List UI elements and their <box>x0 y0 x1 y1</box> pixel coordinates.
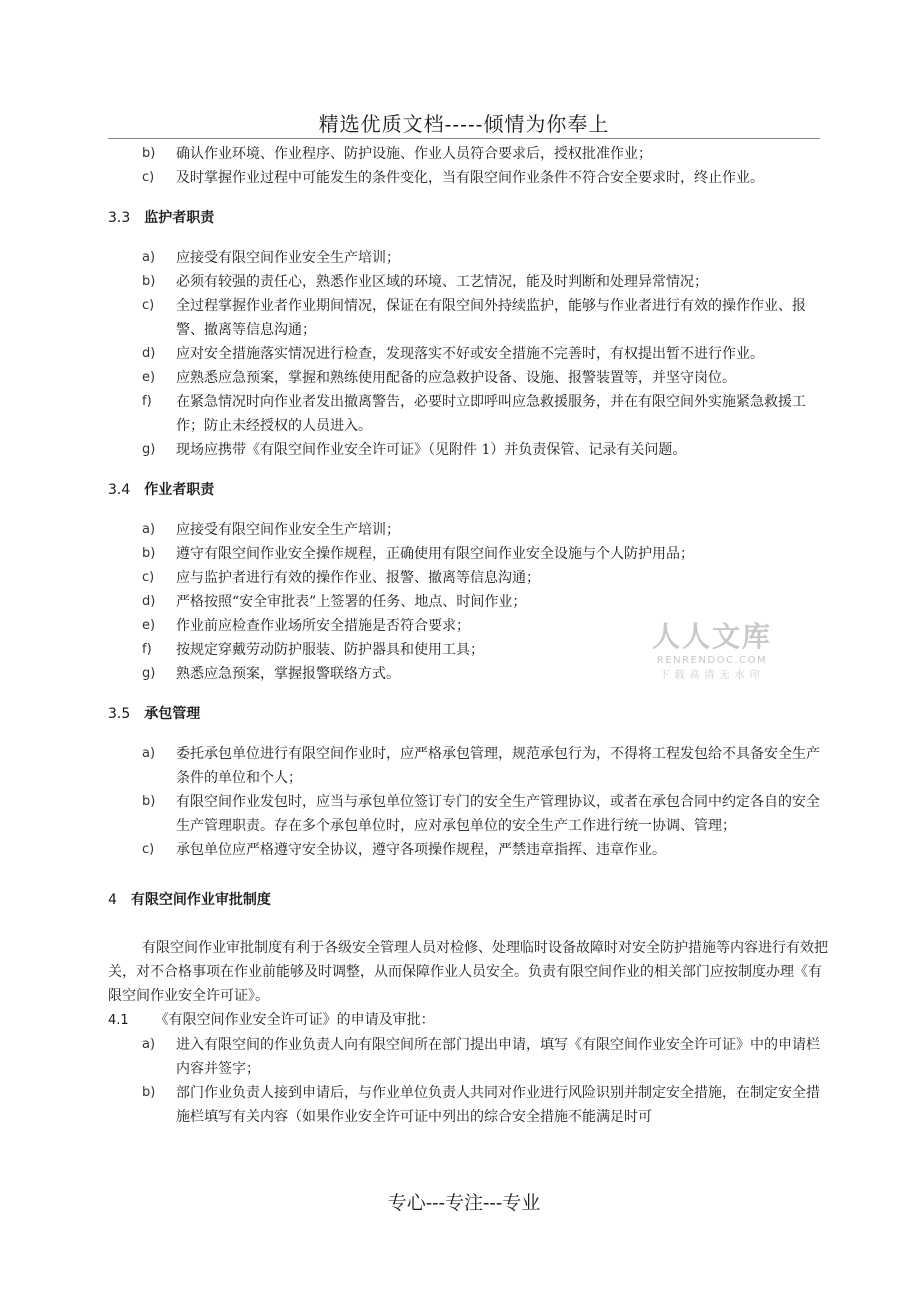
section-number: 4 <box>108 892 117 908</box>
list-item-label: a) <box>142 746 156 761</box>
list-item-label: c) <box>142 170 155 185</box>
section-number: 3.5 <box>108 706 131 722</box>
list-item <box>108 142 828 166</box>
list-item <box>108 566 828 590</box>
list-item-label: f) <box>142 642 152 657</box>
subsection-heading-4-1 <box>108 1008 828 1033</box>
list-item-text: 严格按照“安全审批表”上签署的任务、地点、时间作业； <box>176 594 527 610</box>
list-item <box>108 590 828 614</box>
list-item-label: g) <box>142 442 156 457</box>
list-item-text: 熟悉应急预案，掌握报警联络方式。 <box>176 666 400 682</box>
section-title: 作业者职责 <box>144 482 215 498</box>
list-item-label: a) <box>142 1037 156 1052</box>
list-item <box>108 790 828 838</box>
list-item-text: 确认作业环境、作业程序、防护设施、作业人员符合要求后，授权批准作业； <box>176 146 652 162</box>
list-item-label: b) <box>142 546 156 561</box>
section-number: 3.3 <box>108 210 131 226</box>
page-header-title: 精选优质文档-----倾情为你奉上 <box>318 112 610 136</box>
list-item-text: 应熟悉应急预案，掌握和熟练使用配备的应急救护设备、设施、报警装置等，并坚守岗位。 <box>176 370 736 386</box>
section-4-paragraph: 有限空间作业审批制度有利于各级安全管理人员对检修、处理临时设备故障时对安全防护措施等内容进行有效把关，对不合格事项在作业前能够及时调整，从而保障作业人员安全。负责有限空间作业的相关部门应按制度办理《有限空间作业安全许可证》。 <box>108 940 828 1004</box>
list-item-label: b) <box>142 1085 156 1100</box>
list-item-text: 应接受有限空间作业安全生产培训； <box>176 522 400 538</box>
list-item-text: 及时掌握作业过程中可能发生的条件变化，当有限空间作业条件不符合安全要求时，终止作业。 <box>176 170 764 186</box>
section-4-1-list <box>108 1033 828 1129</box>
list-item-label: d) <box>142 594 156 609</box>
list-item-label: c) <box>142 298 155 313</box>
list-item <box>108 366 828 390</box>
section-heading-4 <box>108 888 828 912</box>
renrendoc-watermark <box>642 620 782 684</box>
list-item-text: 全过程掌握作业者作业期间情况，保证在有限空间外持续监护，能够与作业者进行有效的操作作业、报警、撤离等信息沟通； <box>176 298 806 338</box>
list-item-label: f) <box>142 394 152 409</box>
section-3-5-list <box>108 742 828 862</box>
header-divider <box>108 138 820 139</box>
list-item <box>108 742 828 790</box>
list-item-text: 承包单位应严格遵守安全协议，遵守各项操作规程，严禁违章指挥、违章作业。 <box>176 842 666 858</box>
list-item <box>108 166 828 190</box>
list-item <box>108 542 828 566</box>
list-item-text: 现场应携带《有限空间作业安全许可证》（见附件 1）并负责保管、记录有关问题。 <box>176 442 687 458</box>
section-3-3-list <box>108 246 828 462</box>
section-title: 有限空间作业审批制度 <box>130 892 271 908</box>
list-item <box>108 390 828 438</box>
list-item-text: 进入有限空间的作业负责人向有限空间所在部门提出申请，填写《有限空间作业安全许可证》中的申请栏内容并签字； <box>176 1037 820 1077</box>
list-item <box>108 438 828 462</box>
list-item <box>108 342 828 366</box>
list-item-text: 应与监护者进行有效的操作作业、报警、撤离等信息沟通； <box>176 570 540 586</box>
list-item-label: b) <box>142 274 156 289</box>
section-heading-3-3 <box>108 206 828 230</box>
watermark-subtitle: 下载高清无水印 <box>659 670 765 681</box>
list-item-text: 应接受有限空间作业安全生产培训； <box>176 250 400 266</box>
list-item <box>108 246 828 270</box>
list-item-text: 遵守有限空间作业安全操作规程，正确使用有限空间作业安全设施与个人防护用品； <box>176 546 694 562</box>
list-item-text: 作业前应检查作业场所安全措施是否符合要求； <box>176 618 470 634</box>
list-item-text: 在紧急情况时向作业者发出撤离警告，必要时立即呼叫应急救援服务，并在有限空间外实施紧急救援工作；防止未经授权的人员进入。 <box>176 394 806 434</box>
list-item-label: c) <box>142 842 155 857</box>
list-item-text: 应对安全措施落实情况进行检查，发现落实不好或安全措施不完善时，有权提出暂不进行作业。 <box>176 346 764 362</box>
page-footer-text: 专心---专注---专业 <box>387 1192 541 1214</box>
list-item-label: b) <box>142 794 156 809</box>
section-title: 监护者职责 <box>144 210 215 226</box>
list-item-label: e) <box>142 618 156 633</box>
subsection-number: 4.1 <box>108 1013 129 1028</box>
list-item-label: d) <box>142 346 156 361</box>
list-item <box>108 294 828 342</box>
subsection-title: 《有限空间作业安全许可证》的申请及审批： <box>154 1012 435 1028</box>
section-number: 3.4 <box>108 482 131 498</box>
list-item-text: 有限空间作业发包时，应当与承包单位签订专门的安全生产管理协议，或者在承包合同中约定各自的安全生产管理职责。存在多个承包单位时，应对承包单位的安全生产工作进行统一协调、管理； <box>176 794 820 834</box>
list-item-text: 必须有较强的责任心，熟悉作业区域的环境、工艺情况，能及时判断和处理异常情况； <box>176 274 708 290</box>
list-item-text: 委托承包单位进行有限空间作业时，应严格承包管理，规范承包行为，不得将工程发包给不具备安全生产条件的单位和个人； <box>176 746 820 786</box>
list-item-label: c) <box>142 570 155 585</box>
watermark-logo-text: 人人文库 <box>651 620 772 653</box>
list-item <box>108 518 828 542</box>
top-item-list <box>108 142 828 190</box>
list-item-text: 部门作业负责人接到申请后，与作业单位负责人共同对作业进行风险识别并制定安全措施，在制定安全措施栏填写有关内容（如果作业安全许可证中列出的综合安全措施不能满足时可 <box>176 1085 820 1125</box>
list-item-label: e) <box>142 370 156 385</box>
section-title: 承包管理 <box>144 706 201 722</box>
watermark-domain: RENRENDOC.COM <box>656 655 768 666</box>
list-item-label: g) <box>142 666 156 681</box>
section-heading-3-5 <box>108 702 828 726</box>
list-item <box>108 1033 828 1081</box>
list-item <box>108 270 828 294</box>
list-item <box>108 838 828 862</box>
list-item-label: b) <box>142 146 156 161</box>
list-item-text: 按规定穿戴劳动防护服装、防护器具和使用工具； <box>176 642 484 658</box>
list-item <box>108 1081 828 1129</box>
section-heading-3-4 <box>108 478 828 502</box>
list-item-label: a) <box>142 250 156 265</box>
list-item-label: a) <box>142 522 156 537</box>
